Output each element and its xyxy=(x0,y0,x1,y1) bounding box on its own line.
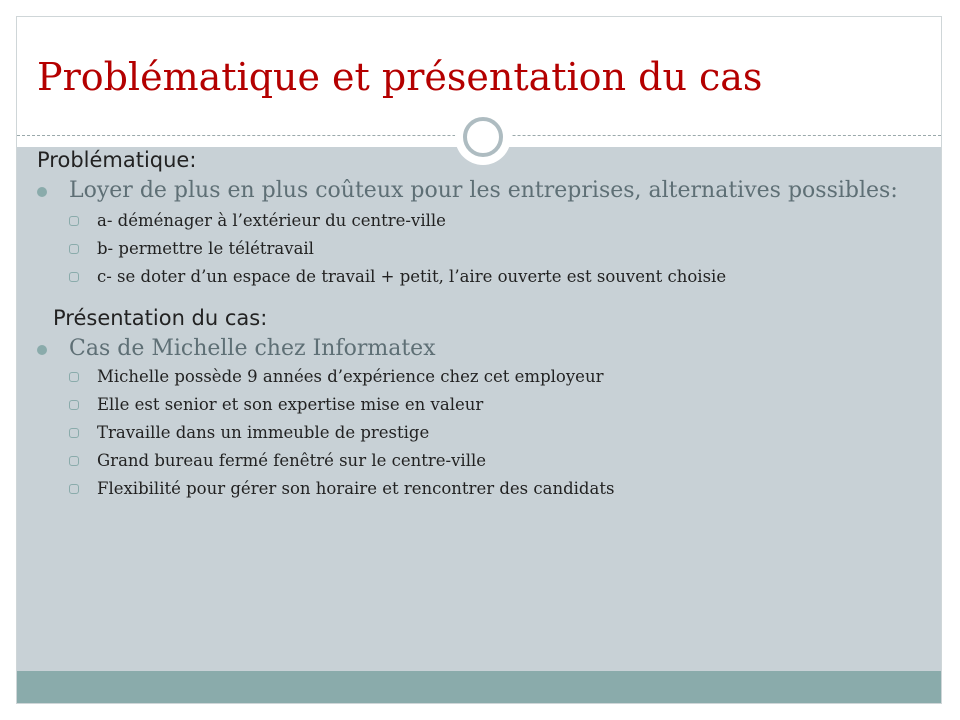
square-bullet-icon xyxy=(69,484,79,494)
sub-bullet-item xyxy=(37,479,917,499)
section-heading-presentation: Présentation du cas: xyxy=(53,306,268,330)
sub-bullet-text: Flexibilité pour gérer son horaire et rencontrer des candidats xyxy=(97,479,615,498)
square-bullet-icon xyxy=(69,272,79,282)
sub-bullet-text: Grand bureau fermé fenêtré sur le centre-ville xyxy=(97,451,487,470)
sub-bullet-text: a- déménager à l’extérieur du centre-ville xyxy=(97,211,446,230)
sub-bullet-item xyxy=(37,267,917,287)
bullet-text: Cas de Michelle chez Informatex xyxy=(69,336,436,361)
sub-bullet-item xyxy=(37,451,917,471)
round-bullet-icon xyxy=(37,187,47,197)
square-bullet-icon xyxy=(69,216,79,226)
sub-bullet-text: Michelle possède 9 années d’expérience chez cet employeur xyxy=(97,367,604,386)
bullet-item xyxy=(37,179,917,203)
bullet-text: Loyer de plus en plus coûteux pour les entreprises, alternatives possibles: xyxy=(69,178,898,203)
sub-bullet-text: c- se doter d’un espace de travail + petit, l’aire ouverte est souvent choisie xyxy=(97,267,727,286)
square-bullet-icon xyxy=(69,428,79,438)
sub-bullet-text: Elle est senior et son expertise mise en valeur xyxy=(97,395,484,414)
section-heading-problematique: Problématique: xyxy=(37,148,197,172)
round-bullet-icon xyxy=(37,345,47,355)
bullet-item xyxy=(37,337,917,361)
sub-bullet-item xyxy=(37,367,917,387)
square-bullet-icon xyxy=(69,244,79,254)
footer-band xyxy=(17,671,941,704)
square-bullet-icon xyxy=(69,400,79,410)
sub-bullet-text: b- permettre le télétravail xyxy=(97,239,314,258)
sub-bullet-item xyxy=(37,239,917,259)
sub-bullet-text: Travaille dans un immeuble de prestige xyxy=(97,423,430,442)
sub-bullet-item xyxy=(37,395,917,415)
sub-bullet-item xyxy=(37,423,917,443)
square-bullet-icon xyxy=(69,372,79,382)
slide-frame xyxy=(16,16,942,704)
slide-title: Problématique et présentation du cas xyxy=(37,55,763,99)
sub-bullet-item xyxy=(37,211,917,231)
slide-content xyxy=(37,145,917,499)
square-bullet-icon xyxy=(69,456,79,466)
